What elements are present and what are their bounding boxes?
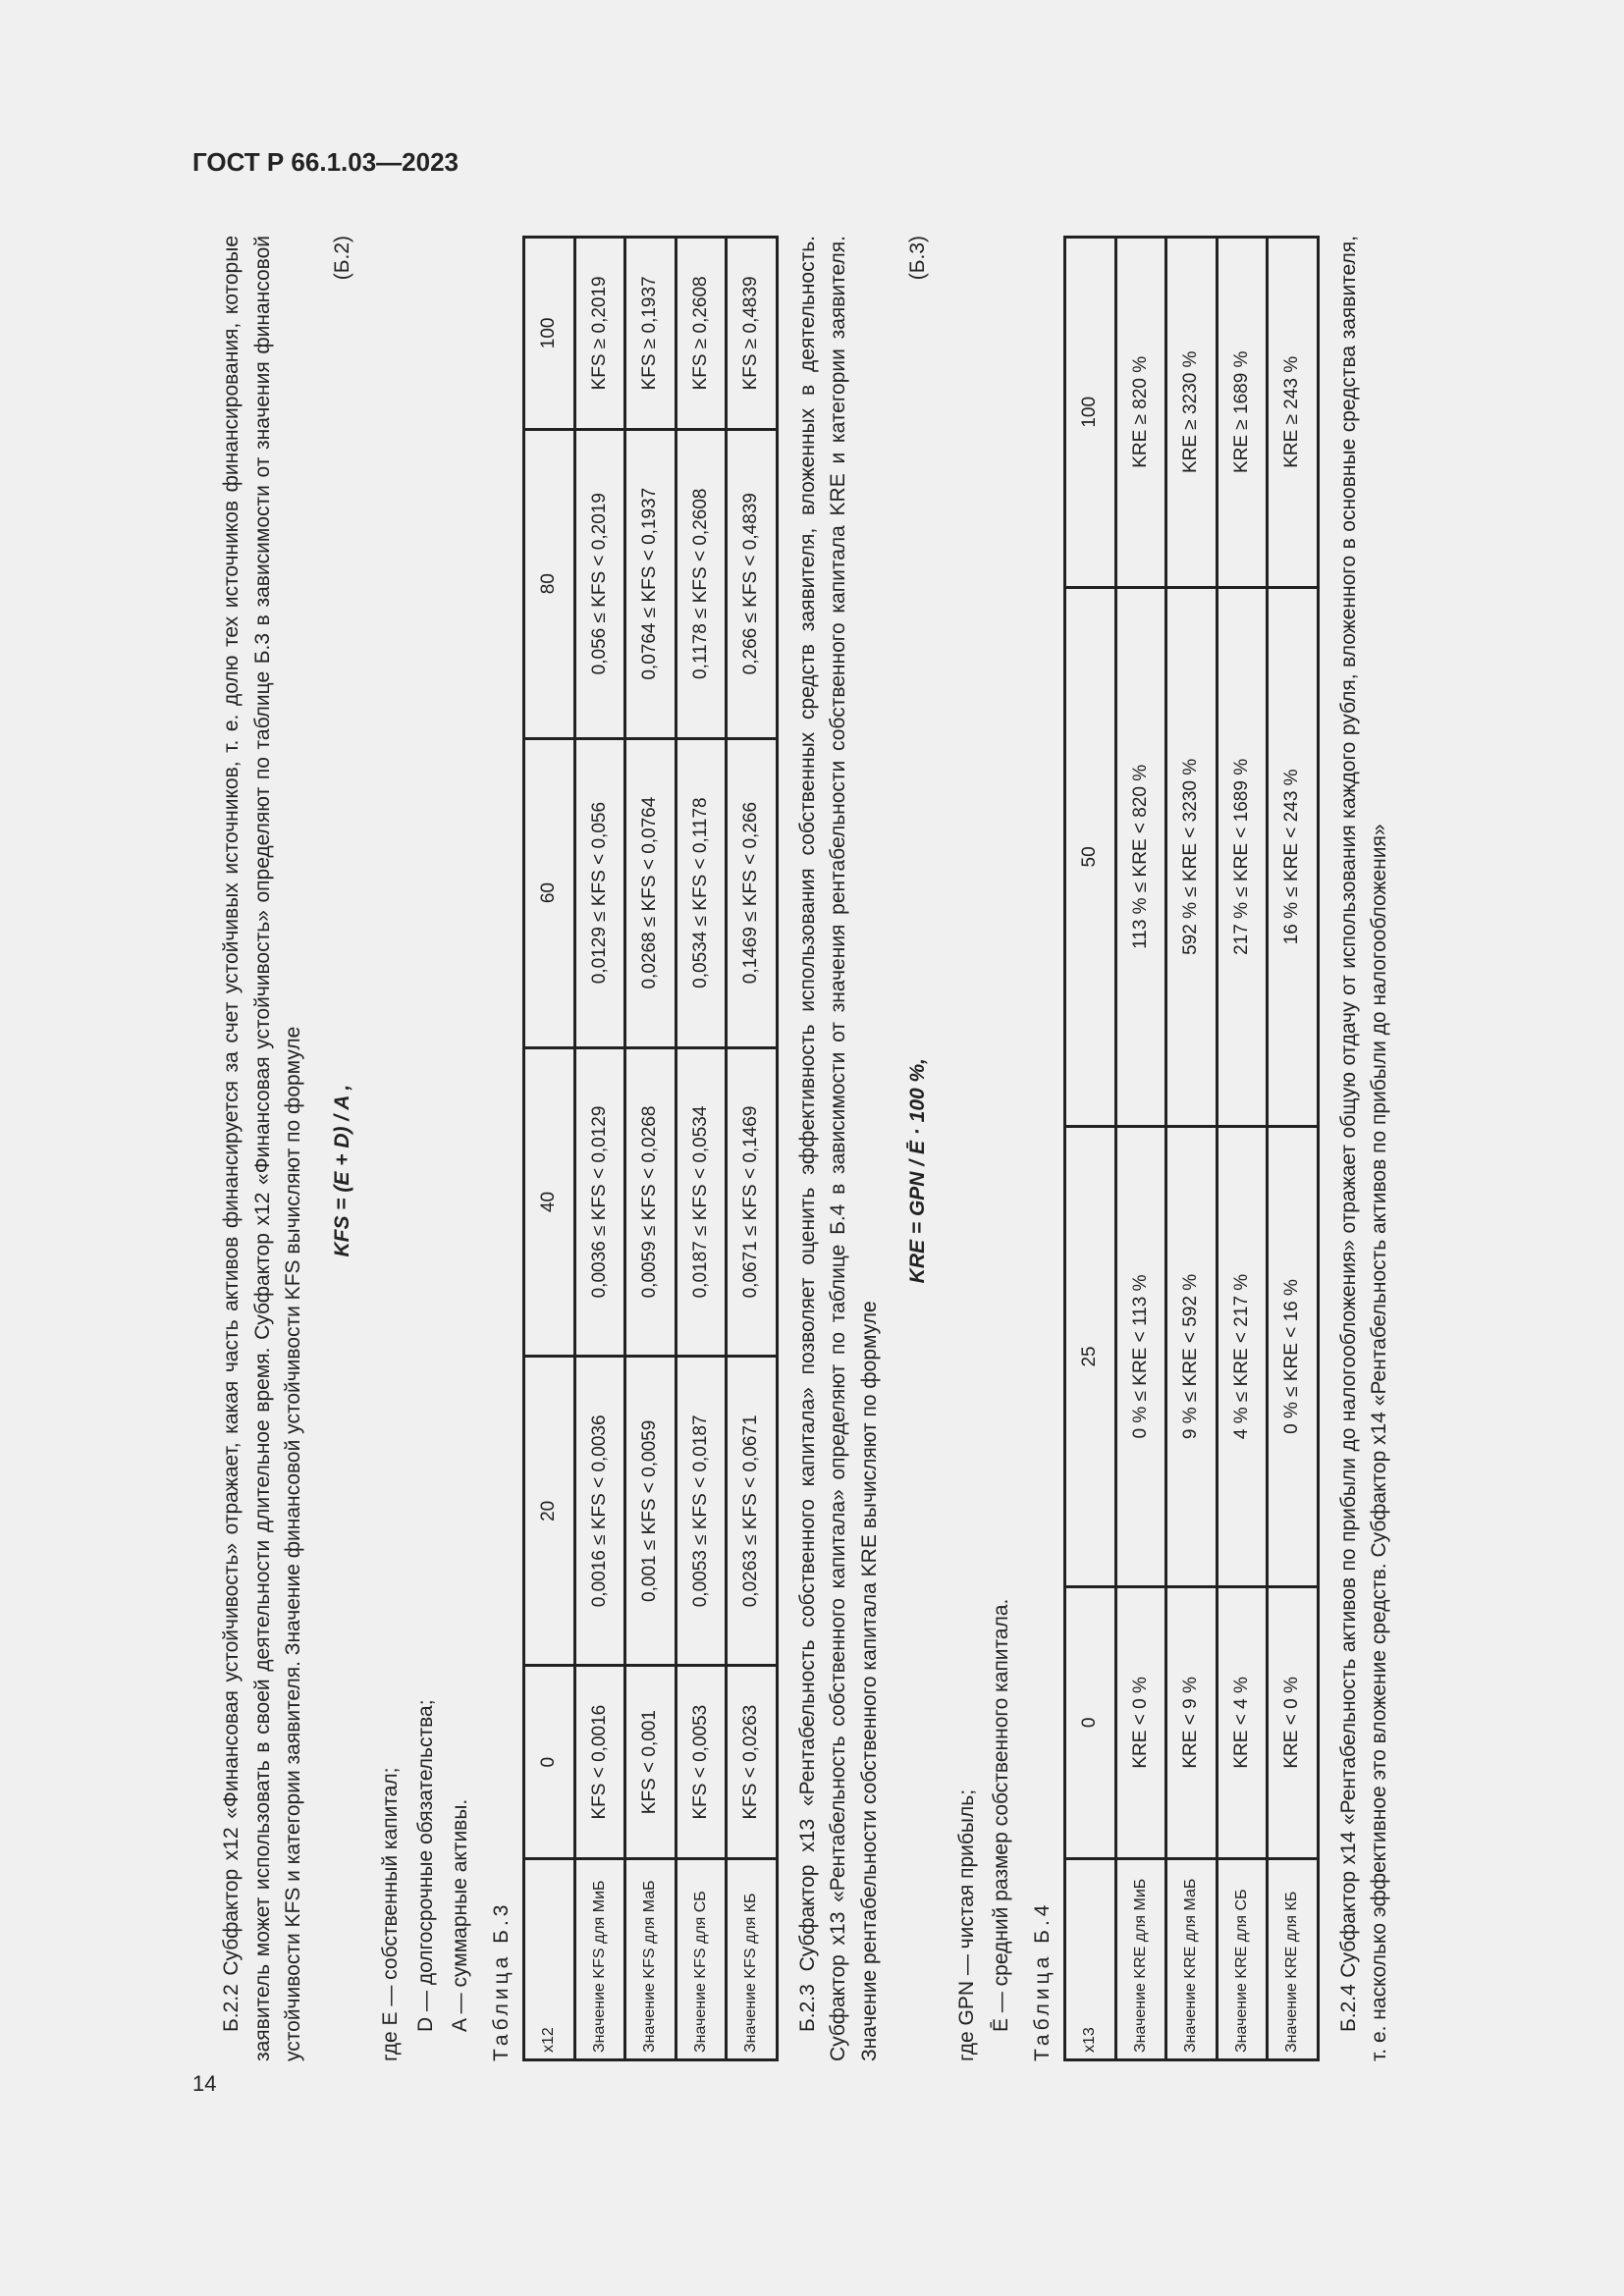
table-caption: Таблица Б.4 xyxy=(1030,1900,1054,2061)
table-header: 100 xyxy=(1065,238,1116,588)
document-header: ГОСТ Р 66.1.03—2023 xyxy=(192,147,460,177)
where-line: A — суммарные активы. xyxy=(449,1798,471,2032)
table-header: 100 xyxy=(524,238,575,430)
table-row: Значение KRE для КБ KRE < 0 % 0 % ≤ KRE < 16 % 16 % ≤ KRE < 243 % KRE ≥ 243 % xyxy=(1268,238,1319,2060)
table-header: x13 xyxy=(1065,1859,1116,2060)
table-row: Значение KRE для МаБ KRE < 9 % 9 % ≤ KRE < 592 % 592 % ≤ KRE < 3230 % KRE ≥ 3230 % xyxy=(1166,238,1218,2060)
table-header: x12 xyxy=(524,1859,575,2060)
where-line: где GPN — чистая прибыль; xyxy=(954,1789,978,2061)
table-row: Значение KRE для СБ KRE < 4 % 4 % ≤ KRE < 217 % 217 % ≤ KRE < 1689 % KRE ≥ 1689 % xyxy=(1217,238,1268,2060)
table-row: Значение KFS для СБ KFS < 0,0053 0,0053 ≤ KFS < 0,0187 0,0187 ≤ KFS < 0,0534 0,0534 ≤ KFS < 0,1178 0,1178 ≤ KFS < 0,2608 KFS ≥ 0,2608 xyxy=(676,238,727,2060)
table-header: 80 xyxy=(524,429,575,738)
table-caption: Таблица Б.3 xyxy=(489,1900,513,2061)
formula-number: (Б.3) xyxy=(906,236,929,281)
table-header: 40 xyxy=(524,1047,575,1357)
paragraph-b23: Б.2.3 Субфактор x13 «Рентабельность собственного капитала» позволяет оценить эффективность использования собственных средств заявителя, вложенных в деятельность. Субфактор x13 «Рентабельность собственного капитала» определяют по таблице Б.4 в зависимости от значения рентабельности собственного капитала KRE и категории заявителя. Значение рентабельности собственного капитала KRE вычисляют по формуле xyxy=(795,236,881,2061)
rotated-content xyxy=(216,236,1434,2061)
page-number: 14 xyxy=(192,2071,217,2096)
formula-b2 xyxy=(327,236,358,2061)
table-b4 xyxy=(1063,236,1320,2061)
table-header: 0 xyxy=(1065,1586,1116,1858)
table-b3 xyxy=(522,236,779,2061)
table-header: 20 xyxy=(524,1357,575,1666)
table-row: Значение KFS для КБ KFS < 0,0263 0,0263 ≤ KFS < 0,0671 0,0671 ≤ KFS < 0,1469 0,1469 ≤ KFS < 0,266 0,266 ≤ KFS < 0,4839 KFS ≥ 0,4839 xyxy=(727,238,778,2060)
table-header: 0 xyxy=(524,1666,575,1859)
formula-expr: KFS = (E + D) / A , xyxy=(330,1084,353,1257)
table-row: Значение KRE для МиБ KRE < 0 % 0 % ≤ KRE < 113 % 113 % ≤ KRE < 820 % KRE ≥ 820 % xyxy=(1115,238,1166,2060)
table-header: 50 xyxy=(1065,587,1116,1127)
table-header: 60 xyxy=(524,738,575,1047)
where-line: Ē — средний размер собственного капитала. xyxy=(990,1598,1012,2032)
formula-number: (Б.2) xyxy=(330,236,353,281)
table-row: Значение KFS для МаБ KFS < 0,001 0,001 ≤ KFS < 0,0059 0,0059 ≤ KFS < 0,0268 0,0268 ≤ KFS < 0,0764 0,0764 ≤ KFS < 0,1937 KFS ≥ 0,1937 xyxy=(625,238,677,2060)
paragraph-b22: Б.2.2 Субфактор x12 «Финансовая устойчивость» отражает, какая часть активов финансируется за счет устойчивых источников, т. е. долю тех источников финансирования, которые заявитель может использовать в своей деятельности длительное время. Субфактор x12 «Финансовая устойчивость» определяют по таблице Б.3 в зависимости от значения финансовой устойчивости KFS и категории заявителя. Значение финансовой устойчивости KFS вычисляют по формуле xyxy=(220,236,304,2061)
formula-b3 xyxy=(902,236,934,2061)
where-line: где E — собственный капитал; xyxy=(379,1767,402,2061)
where-line: D — долгосрочные обязательства; xyxy=(413,1699,437,2032)
paragraph-b24: Б.2.4 Субфактор x14 «Рентабельность активов по прибыли до налогообложения» отражает общую отдачу от использования каждого рубля, вложенного в основные средства заявителя, т. е. насколько эффективное это вложение средств. Субфактор x14 «Рентабельность активов по прибыли до налогообложения» xyxy=(1336,236,1390,2061)
table-row: Значение KFS для МиБ KFS < 0,0016 0,0016 ≤ KFS < 0,0036 0,0036 ≤ KFS < 0,0129 0,0129 ≤ KFS < 0,056 0,056 ≤ KFS < 0,2019 KFS ≥ 0,2019 xyxy=(574,238,625,2060)
formula-expr: KRE = GPN / Ē · 100 %, xyxy=(906,1057,929,1284)
table-header: 25 xyxy=(1065,1127,1116,1587)
